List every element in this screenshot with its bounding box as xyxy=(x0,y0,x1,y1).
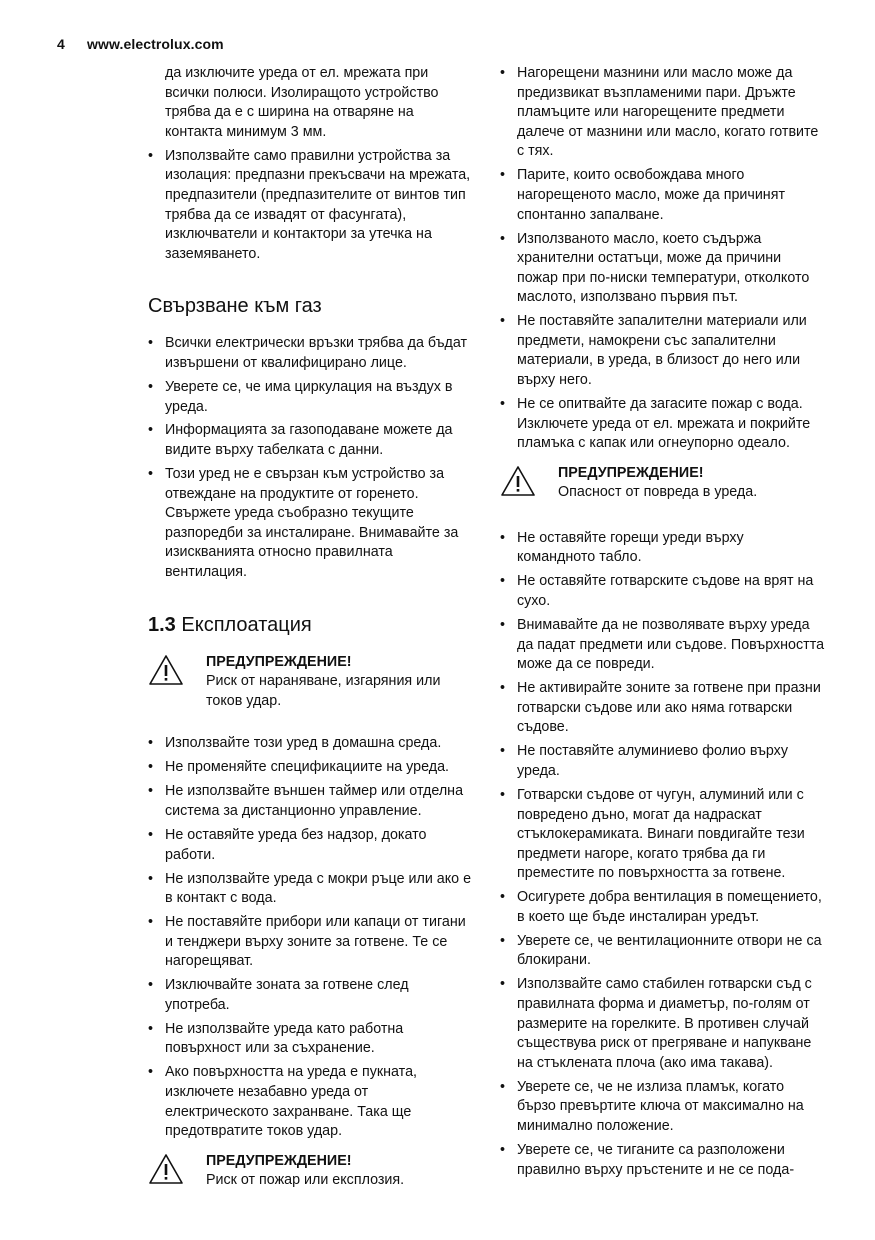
warning-title: ПРЕДУПРЕЖДЕНИЕ! xyxy=(558,464,704,481)
list-item: • Не оставяйте уреда без надзор, докато работи. xyxy=(148,826,473,865)
warning-triangle-icon xyxy=(148,654,184,686)
section-number: 1.3 xyxy=(148,613,176,636)
list-item: • Осигурете добра вентилация в помещението, в което ще бъде инсталиран уредът. xyxy=(500,888,825,927)
list-item: • Не се опитвайте да загасите пожар с вода. Изключете уреда от ел. мрежата и покрийте пламъка с капак или огнеупорно одеало. xyxy=(500,395,825,454)
list-item: • Не използвайте уреда с мокри ръце или ако е в контакт с вода. xyxy=(148,870,473,909)
warning-block xyxy=(148,1152,473,1194)
warning-text: Опасност от повреда в уреда. xyxy=(558,484,758,501)
gas-connection-list xyxy=(148,334,473,582)
list-item: • Този уред не е свързан към устройство за отвеждане на продуктите от горенето. Свържете уреда съобразно текущите разпоредби за инсталиране. Внимавайте за изискванията относно правилната вентилация. xyxy=(148,465,473,583)
list-item: • Изключвайте зоната за готвене след употреба. xyxy=(148,976,473,1015)
warning-title: ПРЕДУПРЕЖДЕНИЕ! xyxy=(206,653,352,670)
site-url: www.electrolux.com xyxy=(87,36,224,52)
gas-connection-heading: Свързване към газ xyxy=(148,295,322,318)
list-item: • Ако повърхността на уреда е пукната, изключете незабавно уреда от електрическото захранване. Така ще предотвратите токов удар. xyxy=(148,1063,473,1141)
warning-block xyxy=(148,653,473,712)
list-item: • Използвайте този уред в домашна среда. xyxy=(148,734,473,754)
isolation-list xyxy=(148,147,473,265)
section-title: Експлоатация xyxy=(181,613,312,636)
fire-risk-list xyxy=(500,64,825,454)
warning-block xyxy=(500,464,825,506)
list-item: • Готварски съдове от чугун, алуминий или с повредено дъно, могат да надраскат стъклокерамиката. Винаги повдигайте тези предмети нагоре, когато трябва да ги преместите по повърхността за готвене. xyxy=(500,786,825,884)
page-number: 4 xyxy=(57,36,65,52)
list-item: • Нагорещени мазнини или масло може да предизвикат възпламеними пари. Дръжте пламъците или нагорещените предмети далече от мазнини или масло, когато готвите с тях. xyxy=(500,64,825,162)
list-item: • Не поставяйте запалителни материали или предмети, намокрени със запалителни материали, в уреда, в близост до него или върху него. xyxy=(500,312,825,390)
continued-paragraph: да изключите уреда от ел. мрежата при всички полюси. Изолиращото устройство трябва да е с ширина на отваряне на контакта минимум 3 мм. xyxy=(165,65,439,140)
list-item: • Използвайте само правилни устройства за изолация: предпазни прекъсвачи на мрежата, предпазители (предпазителите от винтов тип трябва да се извадят от фасунгата), изключватели и контактори за утечка на заземяването. xyxy=(148,147,473,265)
list-item: • Не поставяйте прибори или капаци от тигани и тенджери върху зоните за готвене. Те се нагорещяват. xyxy=(148,913,473,972)
list-item: • Уверете се, че не излиза пламък, когато бързо превъртите ключа от максимално на минимално положение. xyxy=(500,1078,825,1137)
warning-text: Риск от пожар или експлозия. xyxy=(206,1172,405,1189)
damage-risk-list xyxy=(500,529,825,1180)
warning-text: Риск от нараняване, изгаряния или токов удар. xyxy=(206,673,441,709)
list-item: • Уверете се, че вентилационните отвори не са блокирани. xyxy=(500,932,825,971)
list-item: • Внимавайте да не позволявате върху уреда да падат предмети или съдове. Повърхността може да се повреди. xyxy=(500,616,825,675)
list-item: • Информацията за газоподаване можете да видите върху табелката с данни. xyxy=(148,421,473,460)
list-item: • Не поставяйте алуминиево фолио върху уреда. xyxy=(500,742,825,781)
left-column xyxy=(148,64,473,1217)
warning-triangle-icon xyxy=(500,465,536,497)
list-item: • Не оставяйте готварските съдове на врят на сухо. xyxy=(500,572,825,611)
list-item: • Уверете се, че има циркулация на въздух в уреда. xyxy=(148,378,473,417)
list-item: • Уверете се, че тиганите са разположени правилно върху пръстените и не се пода- xyxy=(500,1141,825,1180)
operation-list xyxy=(148,734,473,1141)
list-item: • Не използвайте уреда като работна повърхност или за съхранение. xyxy=(148,1020,473,1059)
page-header xyxy=(57,36,224,52)
list-item: • Не променяйте спецификациите на уреда. xyxy=(148,758,473,778)
list-item: • Парите, които освобождава много нагорещеното масло, може да причинят спонтанно запалване. xyxy=(500,166,825,225)
list-item: • Всички електрически връзки трябва да бъдат извършени от квалифицирано лице. xyxy=(148,334,473,373)
list-item: • Използваното масло, което съдържа хранителни остатъци, може да причини пожар при по-ниски температури, отколкото маслото, използвано първия път. xyxy=(500,230,825,308)
warning-title: ПРЕДУПРЕЖДЕНИЕ! xyxy=(206,1152,352,1169)
warning-triangle-icon xyxy=(148,1153,184,1185)
list-item: • Не използвайте външен таймер или отделна система за дистанционно управление. xyxy=(148,782,473,821)
list-item: • Използвайте само стабилен готварски съд с правилната форма и диаметър, по-голям от размерите на горелките. В противен случай съществува риск от прегряване и напукване на стъклената плоча (ако има такава). xyxy=(500,975,825,1073)
list-item: • Не оставяйте горещи уреди върху командното табло. xyxy=(500,529,825,568)
list-item: • Не активирайте зоните за готвене при празни готварски съдове или ако няма готварски съдове. xyxy=(500,679,825,738)
right-column xyxy=(500,64,825,1185)
operation-heading xyxy=(148,613,473,637)
